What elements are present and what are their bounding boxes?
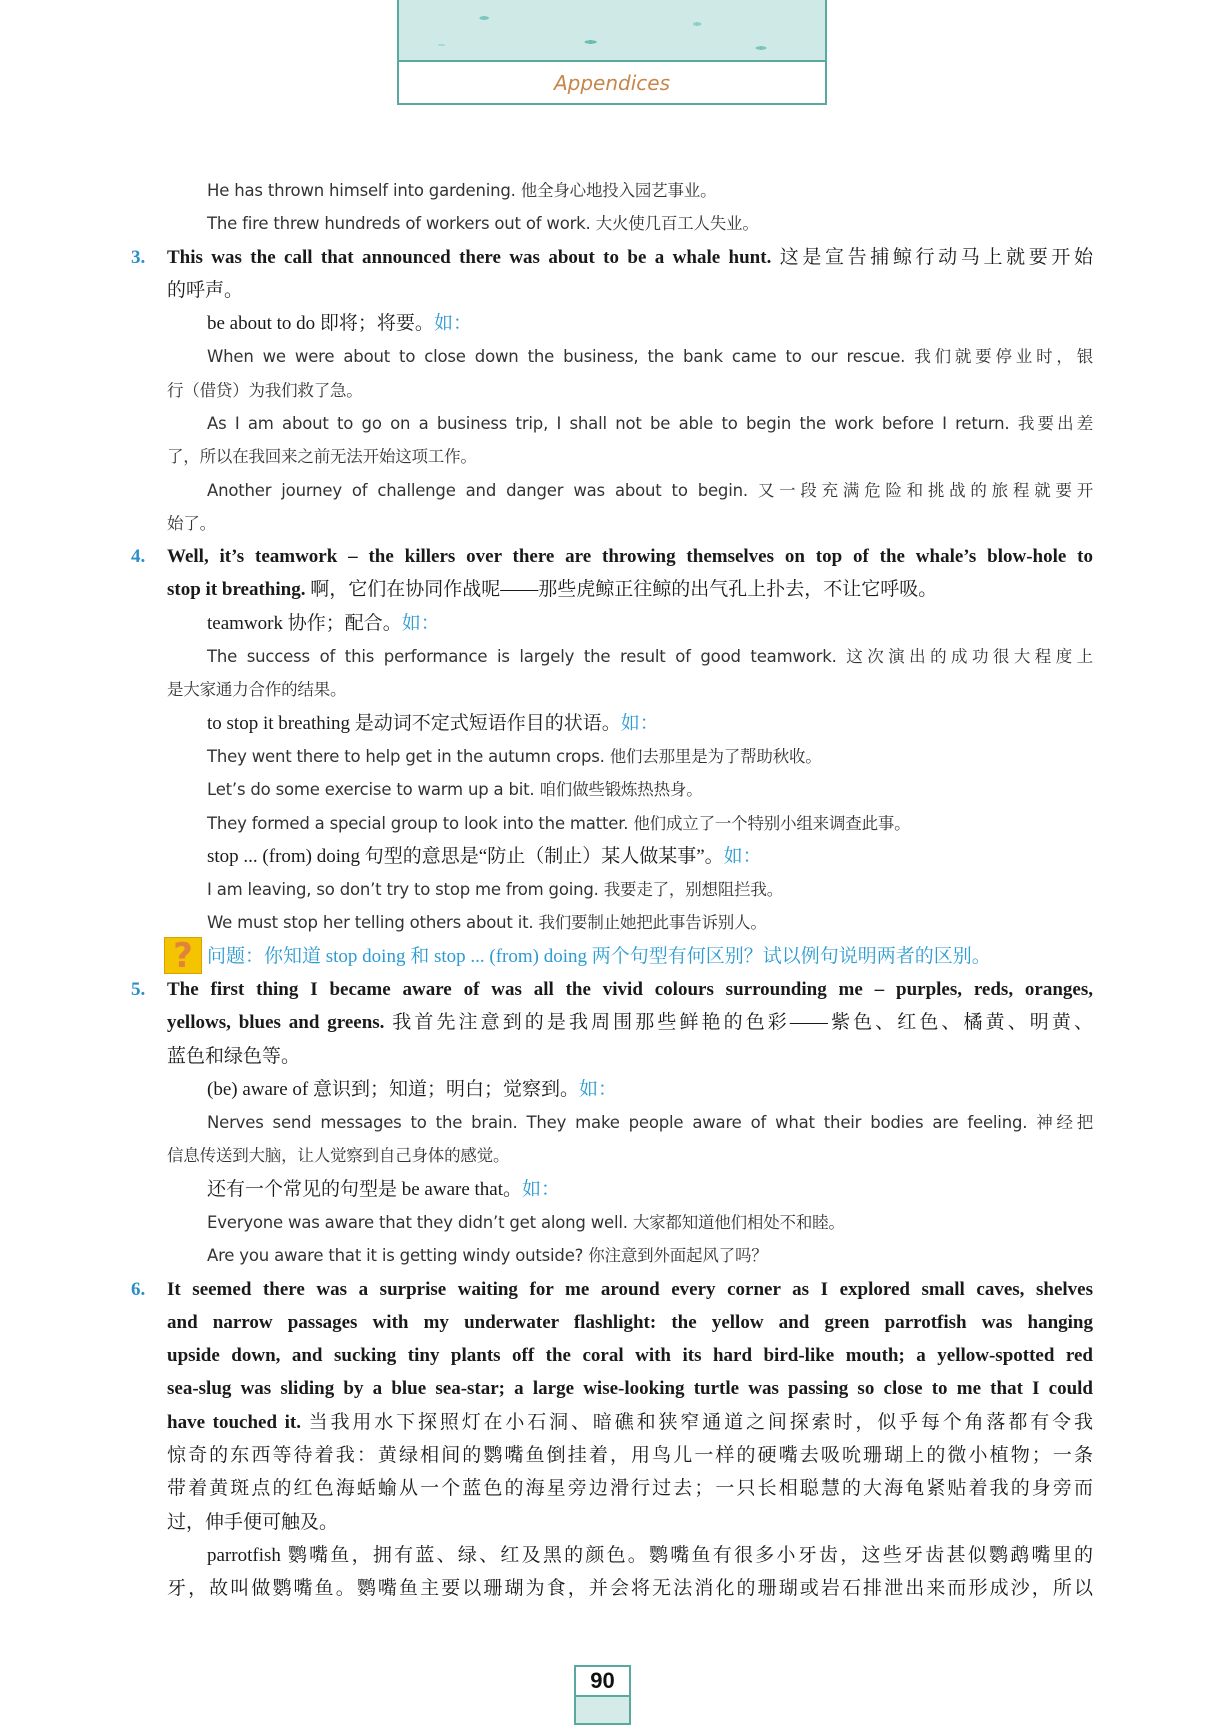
text-line [207, 1073, 1093, 1106]
example-text: 行（借贷）为我们救了急。 [167, 380, 363, 400]
item-number: 4. [131, 546, 146, 568]
explanation-text: (be) aware of 意识到；知道；明白；觉察到。 [207, 1078, 580, 1100]
example-text: The success of this performance is largely the result of good teamwork. 这次演出的成功很大程度上 [207, 647, 1093, 667]
text-line [167, 1273, 1093, 1306]
text-line [167, 1572, 1093, 1605]
example-text: The fire threw hundreds of workers out of work. 大火使几百工人失业。 [207, 214, 759, 234]
example-text: Another journey of challenge and danger was about to begin. 又一段充满危险和挑战的旅程就要开 [207, 480, 1093, 500]
key-sentence: The first thing I became aware of was all the vivid colours surrounding me – purples, reds, oranges, [167, 978, 1093, 1000]
text-line [167, 540, 1093, 573]
example-sentence-line [207, 407, 1093, 440]
highlight-text: 问题：你知道 stop doing 和 stop ... (from) doing 两个句型有何区别？试以例句说明两者的区别。 [207, 945, 991, 967]
key-sentence: upside down, and sucking tiny plants off the coral with its hard bird-like mouth; a yellow-spotted red [167, 1345, 1093, 1367]
text-line [167, 573, 1093, 606]
page-number-box [574, 1665, 631, 1725]
key-sentence: have touched it. [167, 1411, 301, 1433]
text-line [167, 1006, 1093, 1039]
text-line [167, 1406, 1093, 1439]
explanation-text: be about to do 即将；将要。 [207, 313, 434, 335]
example-sentence-line [207, 773, 1093, 806]
example-text: They went there to help get in the autumn crops. 他们去那里是为了帮助秋收。 [207, 746, 822, 766]
example-sentence-line [167, 673, 1093, 706]
text-line [167, 1472, 1093, 1505]
example-sentence-line [207, 1239, 1093, 1272]
explanation-text: teamwork 协作；配合。 [207, 612, 402, 634]
highlight-text: 如： [433, 313, 472, 335]
explanation-text: 蓝色和绿色等。 [167, 1045, 301, 1067]
example-sentence-line [207, 740, 1093, 773]
example-sentence-line [207, 640, 1093, 673]
example-text: Are you aware that it is getting windy outside? 你注意到外面起风了吗？ [207, 1246, 768, 1266]
explanation-text: to stop it breathing 是动词不定式短语作目的状语。 [207, 712, 621, 734]
example-text: 信息传送到大脑，让人觉察到自己身体的感觉。 [167, 1146, 510, 1166]
example-text: We must stop her telling others about it. 我们要制止她把此事告诉别人。 [207, 913, 767, 933]
explanation-text: 的呼声。 [167, 279, 244, 301]
highlight-text: 如： [723, 845, 762, 867]
example-text: They formed a special group to look into the matter. 他们成立了一个特别小组来调查此事。 [207, 813, 911, 833]
example-text: As I am about to go on a business trip, I shall not be able to begin the work before I return. 我要出差 [207, 414, 1093, 434]
question-prompt [207, 940, 1093, 973]
section-header [397, 0, 827, 105]
key-sentence: yellows, blues and greens. [167, 1012, 385, 1034]
explanation-text: 过，伸手便可触及。 [167, 1511, 339, 1533]
explanation-text: 我首先注意到的是我周围那些鲜艳的色彩——紫色、红色、橘黄、明黄、 [384, 1012, 1093, 1034]
text-line [167, 1372, 1093, 1405]
text-line [167, 1506, 1093, 1539]
item-number: 3. [131, 246, 146, 268]
example-sentence-line [207, 340, 1093, 373]
text-line [207, 607, 1093, 640]
explanation-text: 这是宣告捕鲸行动马上就要开始 [771, 246, 1093, 268]
header-banner-image [399, 0, 825, 62]
example-sentence-line [207, 873, 1093, 906]
example-text: He has thrown himself into gardening. 他全身心地投入园艺事业。 [207, 181, 717, 200]
example-sentence-line [167, 440, 1093, 473]
example-sentence-line [167, 374, 1093, 407]
highlight-text: 如： [620, 712, 659, 734]
example-text: Everyone was aware that they didn’t get along well. 大家都知道他们相处不和睦。 [207, 1212, 845, 1232]
item-number: 6. [131, 1278, 146, 1300]
highlight-text: 如： [579, 1078, 618, 1100]
text-line [167, 241, 1093, 274]
text-line [167, 1339, 1093, 1372]
text-line [207, 840, 1093, 873]
explanation-text: stop ... (from) doing 句型的意思是“防止（制止）某人做某事”。 [207, 845, 724, 867]
explanation-text: 啊，它们在协同作战呢——那些虎鲸正往鲸的出气孔上扑去，不让它呼吸。 [305, 579, 938, 601]
text-line [167, 1306, 1093, 1339]
example-text: 是大家通力合作的结果。 [167, 680, 347, 700]
example-sentence-line [207, 174, 1093, 207]
example-text: Let’s do some exercise to warm up a bit. 咱们做些锻炼热热身。 [207, 780, 703, 800]
explanation-text: 惊奇的东西等待着我：黄绿相间的鹦嘴鱼倒挂着，用鸟儿一样的硬嘴去吸吮珊瑚上的微小植物；一条 [167, 1445, 1093, 1467]
section-title: Appendices [553, 71, 671, 95]
example-text: Nerves send messages to the brain. They make people aware of what their bodies are feeling. 神经把 [207, 1113, 1093, 1133]
example-text: 了，所以在我回来之前无法开始这项工作。 [167, 447, 477, 467]
key-sentence: This was the call that announced there was about to be a whale hunt. [167, 246, 772, 268]
explanation-text: parrotfish 鹦嘴鱼，拥有蓝、绿、红及黑的颜色。鹦嘴鱼有很多小牙齿，这些牙齿甚似鹦鹉嘴里的 [207, 1544, 1093, 1566]
page-number: 90 [576, 1667, 629, 1697]
example-sentence-line [207, 1206, 1093, 1239]
explanation-text: 当我用水下探照灯在小石洞、暗礁和狭窄通道之间探索时，似乎每个角落都有令我 [301, 1411, 1094, 1433]
example-text: 始了。 [167, 513, 216, 533]
text-line [207, 307, 1093, 340]
key-sentence: and narrow passages with my underwater flashlight: the yellow and green parrotfish was hanging [167, 1311, 1093, 1333]
key-sentence: It seemed there was a surprise waiting for me around every corner as I explored small caves, shelves [167, 1278, 1093, 1300]
explanation-text: 牙，故叫做鹦嘴鱼。鹦嘴鱼主要以珊瑚为食，并会将无法消化的珊瑚或岩石排泄出来而形成沙，所以 [167, 1578, 1093, 1600]
example-sentence-line [207, 1106, 1093, 1139]
question-mark-icon: ? [164, 937, 202, 974]
explanation-text: 带着黄斑点的红色海蛞蝓从一个蓝色的海星旁边滑行过去；一只长相聪慧的大海龟紧贴着我的身旁而 [167, 1478, 1093, 1500]
example-sentence-line [207, 207, 1093, 240]
example-sentence-line [207, 807, 1093, 840]
example-sentence-line [207, 474, 1093, 507]
example-sentence-line [167, 507, 1093, 540]
key-sentence: sea-slug was sliding by a blue sea-star; a large wise-looking turtle was passing so close to me that I could [167, 1378, 1093, 1400]
explanation-text: 还有一个常见的句型是 be aware that。 [207, 1178, 523, 1200]
item-number: 5. [131, 978, 146, 1000]
example-text: When we were about to close down the business, the bank came to our rescue. 我们就要停业时，银 [207, 347, 1093, 367]
highlight-text: 如： [522, 1178, 561, 1200]
example-text: I am leaving, so don’t try to stop me from going. 我要走了，别想阻拦我。 [207, 880, 784, 900]
text-line [207, 1539, 1093, 1572]
example-sentence-line [167, 1139, 1093, 1172]
highlight-text: 如： [401, 612, 440, 634]
key-sentence: stop it breathing. [167, 579, 306, 601]
text-line [207, 707, 1093, 740]
text-line [167, 1439, 1093, 1472]
text-line [207, 1173, 1093, 1206]
text-line [167, 1040, 1093, 1073]
example-sentence-line [207, 906, 1093, 939]
text-line [167, 274, 1093, 307]
text-line [167, 973, 1093, 1006]
key-sentence: Well, it’s teamwork – the killers over there are throwing themselves on top of the whale’s blow-hole to [167, 546, 1093, 568]
